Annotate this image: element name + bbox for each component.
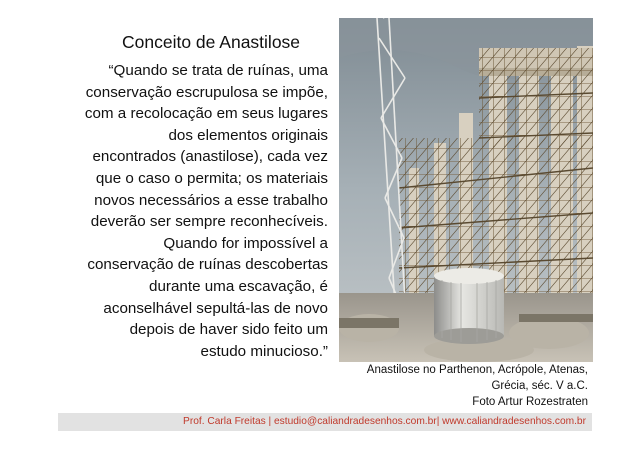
quote-line: deverão ser sempre reconhecíveis.: [90, 213, 328, 231]
quote-line: conservação escrupulosa se impõe,: [85, 83, 328, 101]
quote-line: com a recolocação em seus lugares: [84, 105, 328, 123]
quote-line: novos necessários a esse trabalho: [94, 191, 328, 209]
quote-line: “Quando se trata de ruínas, uma: [108, 62, 328, 79]
quote-line: Quando for impossível a: [163, 234, 328, 252]
photo-caption: [300, 362, 588, 410]
quote-line: durante uma escavação, é: [149, 277, 328, 295]
slide-title: Conceito de Anastilose: [122, 32, 301, 52]
quote-line: encontrados (anastilose), cada vez: [92, 148, 328, 166]
quote-line: aconselhável sepultá-las de novo: [103, 299, 328, 317]
caption-line: Foto Artur Rozestraten: [472, 396, 588, 408]
quote-line: depois de haver sido feito um: [129, 321, 328, 339]
footer-credits: Prof. Carla Freitas | estudio@caliandradesenhos.com.br| www.caliandradesenhos.com.br: [183, 416, 586, 427]
caption-line: Grécia, séc. V a.C.: [491, 380, 588, 392]
quote-line: dos elementos originais: [168, 126, 328, 144]
footer-bar: [58, 413, 592, 431]
caption-line: Anastilose no Parthenon, Acrópole, Atenas,: [366, 364, 588, 376]
quote-line: que o caso o permita; os materiais: [95, 169, 328, 187]
quote-line: estudo minucioso.”: [200, 342, 328, 360]
quote-line: conservação de ruínas descobertas: [87, 256, 328, 274]
quote-block: [58, 60, 328, 362]
parthenon-photo: [339, 18, 593, 362]
